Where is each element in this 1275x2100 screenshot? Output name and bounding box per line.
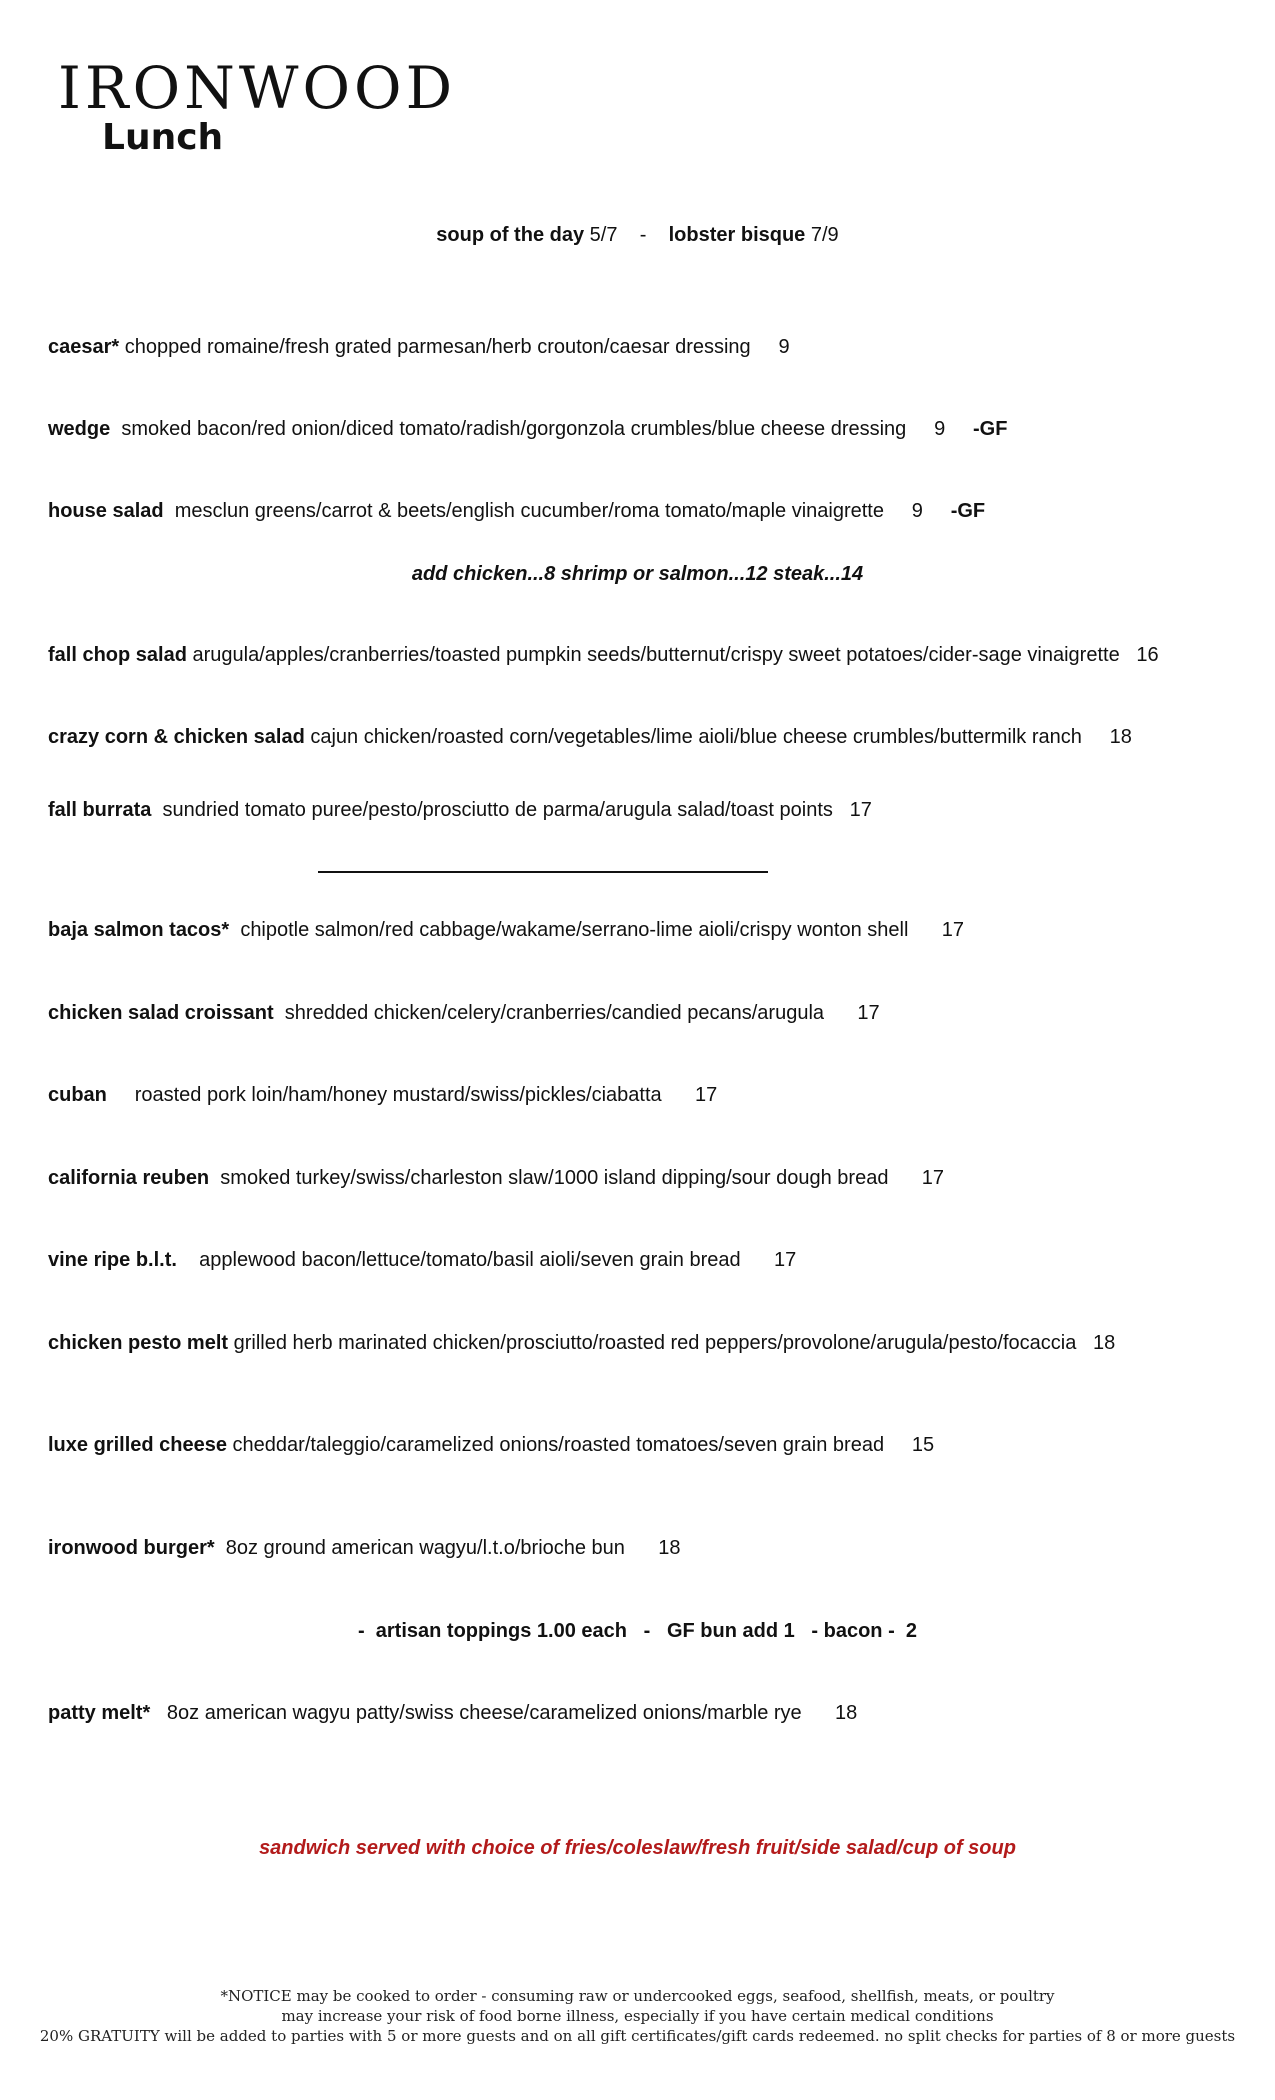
menu-item	[48, 335, 790, 359]
menu-item	[48, 1536, 681, 1560]
item-description: applewood bacon/lettuce/tomato/basil aioli/seven grain bread	[199, 1249, 741, 1271]
health-notice-line1: *NOTICE may be cooked to order - consuming raw or undercooked eggs, seafood, shellfish, meats, or poultry	[220, 1987, 1055, 2005]
menu-item	[48, 1433, 934, 1457]
item-description: chipotle salmon/red cabbage/wakame/serrano-lime aioli/crispy wonton shell	[240, 919, 909, 941]
menu-item	[48, 499, 985, 523]
brand-name: IRONWOOD	[58, 54, 457, 122]
item-description: arugula/apples/cranberries/toasted pumpkin seeds/butternut/crispy sweet potatoes/cider-sage vinaigrette	[192, 644, 1120, 666]
menu-item	[48, 1001, 880, 1025]
item-name: california reuben	[48, 1167, 210, 1189]
gratuity-notice: 20% GRATUITY will be added to parties with 5 or more guests and on all gift certificates/gift cards redeemed. no split checks for parties of 8 or more guests	[39, 2027, 1236, 2045]
item-price: 17	[857, 1002, 880, 1024]
item-name: chicken pesto melt	[48, 1332, 229, 1354]
item-name: cuban	[48, 1084, 107, 1106]
item-description: roasted pork loin/ham/honey mustard/swiss/pickles/ciabatta	[134, 1084, 662, 1106]
item-name: house salad	[48, 500, 164, 522]
item-price: 9	[911, 500, 923, 522]
menu-item	[48, 725, 1132, 749]
bisque-price: 7/9	[810, 224, 839, 246]
menu-item	[48, 918, 964, 942]
menu-item	[48, 1083, 717, 1107]
sides-note: sandwich served with choice of fries/coleslaw/fresh fruit/side salad/cup of soup	[259, 1837, 1016, 1859]
health-notice-line2: may increase your risk of food borne illness, especially if you have certain medical conditions	[281, 2007, 994, 2025]
restaurant-logo	[58, 54, 457, 158]
item-price: 17	[941, 919, 965, 941]
item-price: 18	[1109, 726, 1132, 748]
item-price: 17	[849, 799, 872, 821]
menu-item	[48, 643, 1159, 667]
item-name: luxe grilled cheese	[48, 1434, 227, 1456]
menu-item	[48, 1166, 944, 1190]
item-name: wedge	[48, 418, 111, 440]
item-description: cheddar/taleggio/caramelized onions/roasted tomatoes/seven grain bread	[232, 1434, 885, 1456]
item-price: 17	[694, 1084, 718, 1106]
soup-name: soup of the day	[436, 224, 585, 246]
item-description: cajun chicken/roasted corn/vegetables/lime aioli/blue cheese crumbles/buttermilk ranch	[310, 726, 1082, 748]
menu-item	[48, 1248, 796, 1272]
item-price: 9	[934, 418, 946, 440]
item-price: 18	[658, 1537, 681, 1559]
item-price: 17	[773, 1249, 797, 1271]
gluten-free-tag: -GF	[973, 418, 1008, 440]
item-description: 8oz american wagyu patty/swiss cheese/caramelized onions/marble rye	[166, 1702, 802, 1724]
item-price: 18	[1093, 1332, 1116, 1354]
salad-addons: add chicken...8 shrimp or salmon...12 steak...14	[411, 563, 864, 585]
item-name: fall burrata	[48, 799, 152, 821]
item-description: chopped romaine/fresh grated parmesan/herb crouton/caesar dressing	[124, 336, 751, 358]
item-name: caesar*	[48, 336, 120, 358]
item-name: chicken salad croissant	[48, 1002, 274, 1024]
item-description: smoked turkey/swiss/charleston slaw/1000 island dipping/sour dough bread	[220, 1167, 889, 1189]
bisque-name: lobster bisque	[668, 224, 806, 246]
soup-price: 5/7	[589, 224, 618, 246]
item-description: smoked bacon/red onion/diced tomato/radish/gorgonzola crumbles/blue cheese dressing	[121, 418, 907, 440]
item-price: 17	[921, 1167, 945, 1189]
soup-separator: -	[639, 224, 647, 246]
item-price: 15	[911, 1434, 935, 1456]
item-name: baja salmon tacos*	[48, 919, 230, 941]
item-price: 16	[1136, 644, 1159, 666]
section-divider	[318, 871, 768, 873]
item-name: crazy corn & chicken salad	[48, 726, 305, 748]
burger-addons: - artisan toppings 1.00 each - GF bun add 1 - bacon - 2	[358, 1620, 917, 1642]
menu-item	[48, 1331, 1115, 1355]
menu-item	[48, 1701, 857, 1725]
item-name: fall chop salad	[48, 644, 187, 666]
item-description: shredded chicken/celery/cranberries/candied pecans/arugula	[284, 1002, 825, 1024]
item-description: mesclun greens/carrot & beets/english cucumber/roma tomato/maple vinaigrette	[174, 500, 884, 522]
item-price: 18	[835, 1702, 858, 1724]
item-description: grilled herb marinated chicken/prosciutto/roasted red peppers/provolone/arugula/pesto/focaccia	[233, 1332, 1077, 1354]
soup-line	[0, 223, 1275, 247]
menu-title: Lunch	[102, 117, 224, 158]
menu-item	[48, 417, 1007, 441]
item-name: vine ripe b.l.t.	[48, 1249, 177, 1271]
menu-item	[48, 798, 872, 822]
item-name: ironwood burger*	[48, 1537, 215, 1559]
item-price: 9	[778, 336, 790, 358]
item-description: 8oz ground american wagyu/l.t.o/brioche bun	[225, 1537, 625, 1559]
item-description: sundried tomato puree/pesto/prosciutto de parma/arugula salad/toast points	[162, 799, 833, 821]
gluten-free-tag: -GF	[950, 500, 986, 522]
item-name: patty melt*	[48, 1702, 151, 1724]
